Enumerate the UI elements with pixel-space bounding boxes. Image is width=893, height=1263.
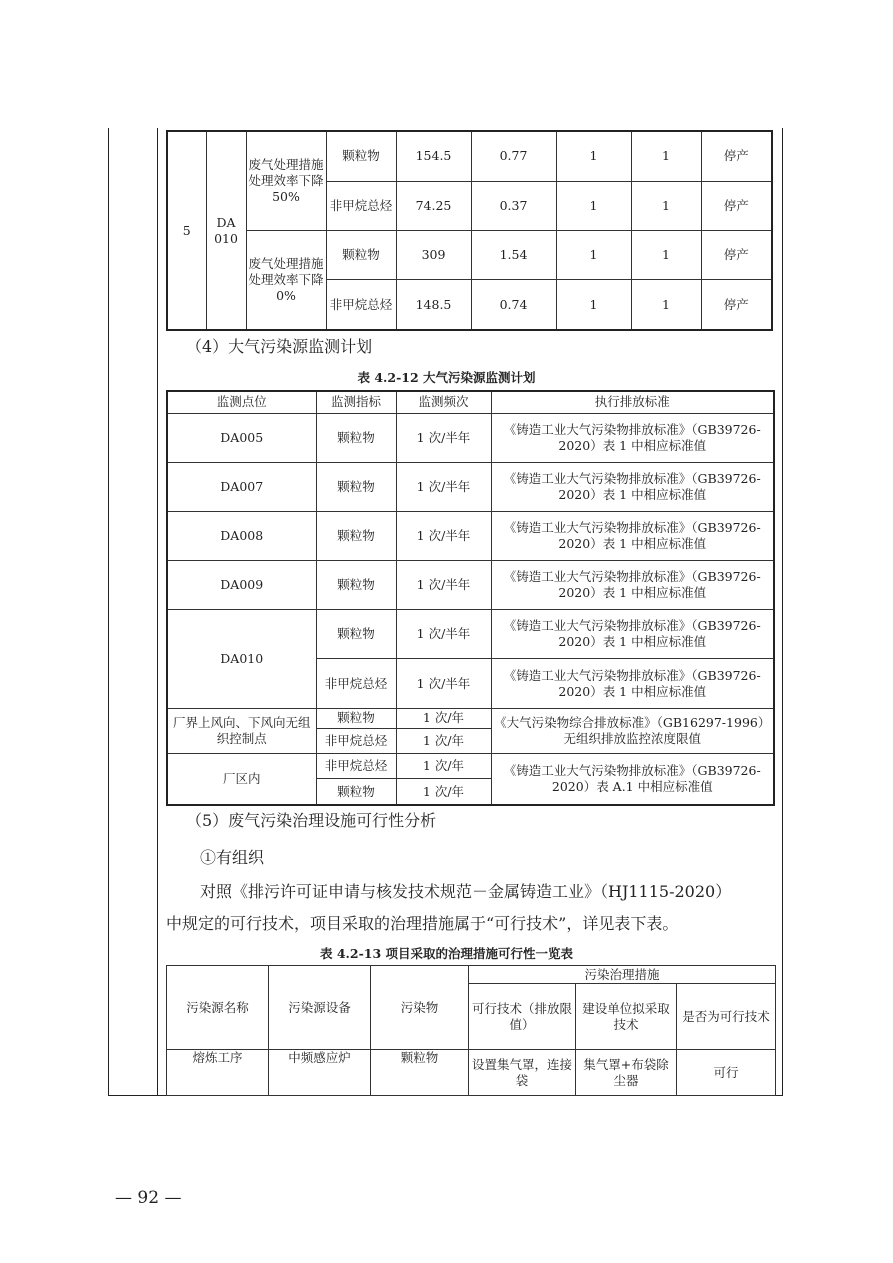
cell: 1 次/年: [396, 779, 491, 805]
cell: 颗粒物: [316, 462, 396, 511]
table-row: [167, 131, 772, 181]
cell: 非甲烷总烃: [316, 659, 396, 708]
table-row: [167, 561, 774, 610]
cell: 非甲烷总烃: [326, 280, 396, 331]
cell: 1 次/年: [396, 753, 491, 778]
cell: 可行: [677, 1050, 776, 1096]
cell: 1: [631, 131, 701, 181]
header-cell: 执行排放标准: [491, 391, 774, 413]
table-caption: 表 4.2-13 项目采取的治理措施可行性一览表: [319, 946, 574, 961]
cell: 1: [631, 280, 701, 331]
cell: 0.77: [471, 131, 556, 181]
cell: 《铸造工业大气污染物排放标准》（GB39726-2020）表 A.1 中相应标准值: [491, 753, 774, 805]
cell: 中频感应炉: [269, 1050, 371, 1096]
subheading: ①有组织: [200, 848, 265, 867]
cell: 1: [631, 181, 701, 230]
cell: 1: [631, 230, 701, 279]
section-heading-5: （5）废气污染治理设施可行性分析: [186, 811, 437, 830]
feasibility-table: [166, 965, 776, 1096]
cell-condition: 废气处理措施处理效率下降50%: [246, 131, 326, 230]
table-row: [167, 511, 774, 560]
section-heading-4: （4）大气污染源监测计划: [186, 337, 373, 356]
cell: 颗粒物: [371, 1050, 469, 1096]
header-cell: 污染源名称: [167, 966, 269, 1050]
table-row: [167, 753, 774, 778]
cell: 颗粒物: [316, 610, 396, 659]
cell: 74.25: [396, 181, 471, 230]
cell: DA007: [167, 462, 316, 511]
paragraph-line: 对照《排污许可证申请与核发技术规范－金属铸造工业》（HJ1115-2020）: [200, 882, 732, 901]
table-row: [167, 413, 774, 462]
cell: 停产: [701, 280, 772, 331]
cell: 熔炼工序: [167, 1050, 269, 1096]
header-cell: 污染治理措施: [469, 966, 776, 984]
cell: 154.5: [396, 131, 471, 181]
cell: 1: [556, 230, 631, 279]
table-header-row: [167, 391, 774, 413]
cell-outlet: DA 010: [206, 131, 246, 330]
cell: 1 次/年: [396, 708, 491, 728]
cell: 停产: [701, 230, 772, 279]
cell: 集气罩+布袋除尘器: [576, 1050, 677, 1096]
cell: 1: [556, 131, 631, 181]
cell: 《铸造工业大气污染物排放标准》（GB39726-2020）表 1 中相应标准值: [491, 561, 774, 610]
cell: 309: [396, 230, 471, 279]
cell: 颗粒物: [316, 511, 396, 560]
monitoring-plan-table: [166, 390, 775, 806]
cell: 0.37: [471, 181, 556, 230]
cell: 1 次/半年: [396, 511, 491, 560]
header-cell: 建设单位拟采取技术: [576, 984, 677, 1050]
cell: 颗粒物: [316, 708, 396, 728]
cell: 1 次/半年: [396, 462, 491, 511]
cell: 《铸造工业大气污染物排放标准》（GB39726-2020）表 1 中相应标准值: [491, 511, 774, 560]
cell: 颗粒物: [326, 230, 396, 279]
header-cell: 污染源设备: [269, 966, 371, 1050]
cell: 停产: [701, 181, 772, 230]
table-row: [167, 230, 772, 279]
cell: 1 次/半年: [396, 659, 491, 708]
cell: 《大气污染物综合排放标准》（GB16297-1996）无组织排放监控浓度限值: [491, 708, 774, 753]
table-row: [167, 610, 774, 659]
cell: DA005: [167, 413, 316, 462]
header-cell: 污染物: [371, 966, 469, 1050]
cell: 颗粒物: [316, 561, 396, 610]
cell: 1: [556, 181, 631, 230]
cell: 厂区内: [167, 753, 316, 805]
cell: DA009: [167, 561, 316, 610]
table-header-row: [167, 966, 776, 984]
cell: 颗粒物: [316, 413, 396, 462]
table-row: [167, 462, 774, 511]
cell: 1: [556, 280, 631, 331]
cell: 设置集气罩，连接袋: [469, 1050, 576, 1096]
cell: 《铸造工业大气污染物排放标准》（GB39726-2020）表 1 中相应标准值: [491, 462, 774, 511]
cell: 《铸造工业大气污染物排放标准》（GB39726-2020）表 1 中相应标准值: [491, 413, 774, 462]
table-row: [167, 1050, 776, 1096]
header-cell: 监测指标: [316, 391, 396, 413]
cell: 1 次/半年: [396, 561, 491, 610]
cell: DA008: [167, 511, 316, 560]
page-number: — 92 —: [115, 1188, 182, 1208]
cell: 148.5: [396, 280, 471, 331]
header-cell: 可行技术（排放限值）: [469, 984, 576, 1050]
cell: 0.74: [471, 280, 556, 331]
cell: DA010: [167, 610, 316, 708]
table-row: [167, 708, 774, 728]
header-cell: 监测频次: [396, 391, 491, 413]
cell: 非甲烷总烃: [326, 181, 396, 230]
cell: 厂界上风向、下风向无组织控制点: [167, 708, 316, 753]
cell-condition: 废气处理措施处理效率下降0%: [246, 230, 326, 330]
cell: 颗粒物: [316, 779, 396, 805]
header-cell: 监测点位: [167, 391, 316, 413]
cell: 非甲烷总烃: [316, 728, 396, 753]
cell: 颗粒物: [326, 131, 396, 181]
cell: 1 次/半年: [396, 610, 491, 659]
cell: 《铸造工业大气污染物排放标准》（GB39726-2020）表 1 中相应标准值: [491, 610, 774, 659]
table-caption: 表 4.2-12 大气污染源监测计划: [357, 370, 536, 385]
cell: 停产: [701, 131, 772, 181]
cell: 1 次/年: [396, 728, 491, 753]
cell: 非甲烷总烃: [316, 753, 396, 778]
cell: 《铸造工业大气污染物排放标准》（GB39726-2020）表 1 中相应标准值: [491, 659, 774, 708]
cell-no: 5: [167, 131, 206, 330]
paragraph-line: 中规定的可行技术，项目采取的治理措施属于“可行技术”，详见表下表。: [166, 914, 679, 933]
header-cell: 是否为可行技术: [677, 984, 776, 1050]
abnormal-emission-table: [166, 130, 773, 331]
cell: 1.54: [471, 230, 556, 279]
cell: 1 次/半年: [396, 413, 491, 462]
